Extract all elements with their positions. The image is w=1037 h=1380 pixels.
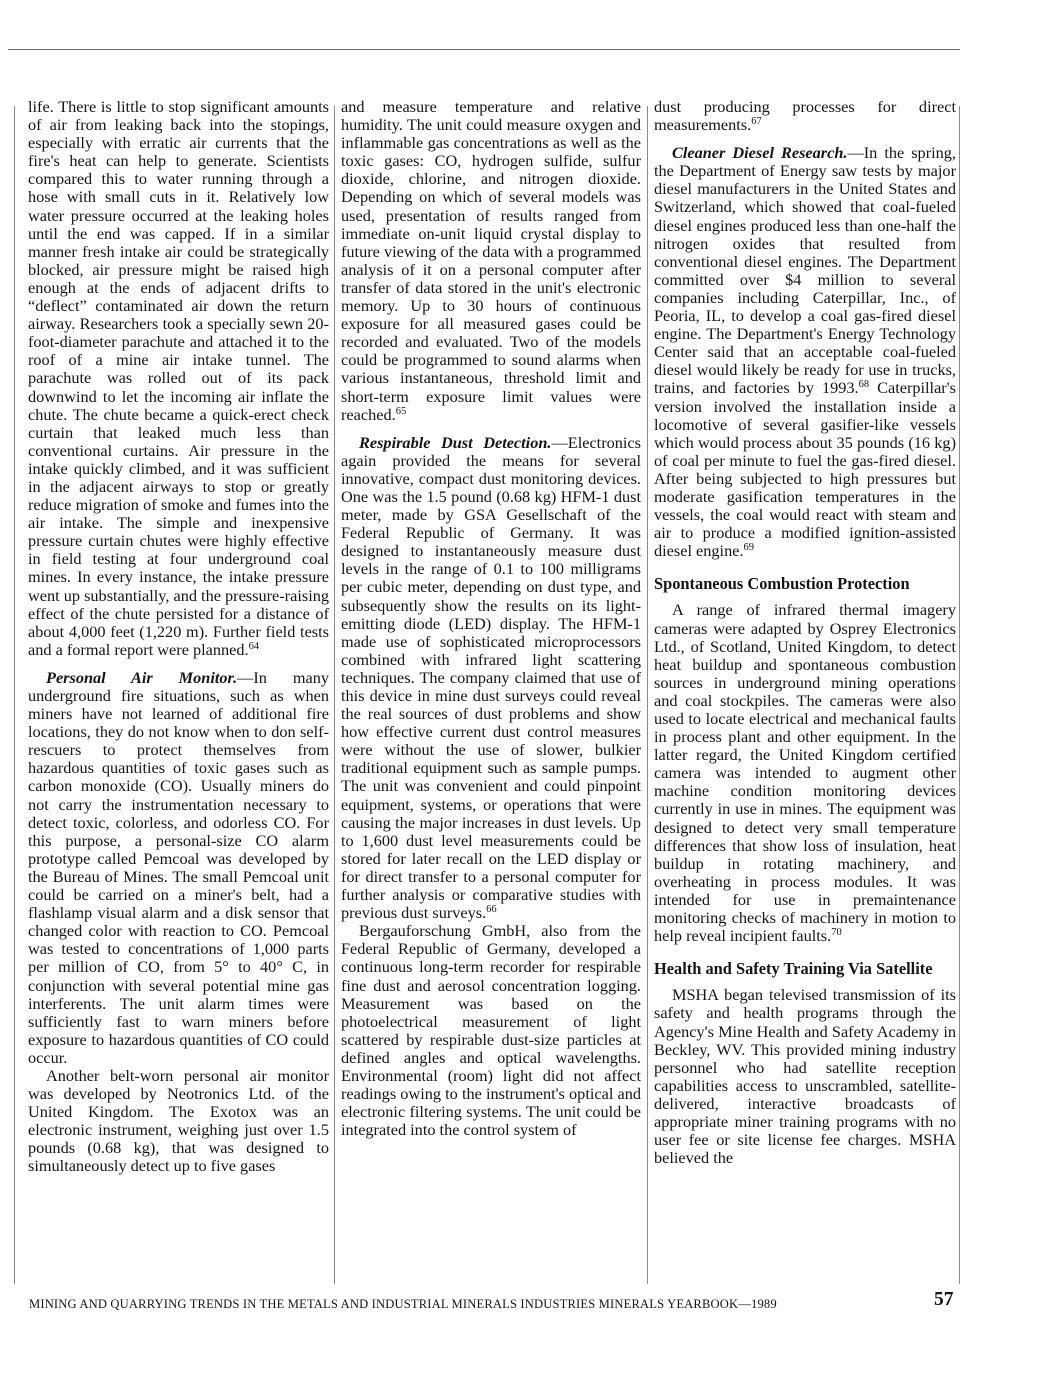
- paragraph: [654, 601, 956, 945]
- column-rule: [959, 106, 960, 1284]
- paragraph-text: Bergauforschung GmbH, also from the Federal Republic of Germany, developed a continuous long-term recorder for respirable fine dust and aerosol concentration logging. Measurement was based on the photoelectrical measurement of light scattered by respirable dust-size particles at defined angles and optical wavelengths. Environmental (room) light did not affect readings owing to the instrument's optical and electronic filtering systems. The unit could be integrated into the control system of: [341, 921, 641, 1140]
- footnote-ref: 69: [743, 542, 755, 554]
- paragraph-text: —In many underground fire situations, such as when miners have not learned of additional fire locations, they do not know when to don self-rescuers to protect themselves from hazardous quantities of toxic gases such as carbon monoxide (CO). Usually miners do not carry the instrumentation necessary to detect toxic, colorless, and odorless CO. For this purpose, a personal-size CO alarm prototype called Pemcoal was developed by the Bureau of Mines. The small Pemcoal unit could be carried on a miner's belt, had a flashlamp visual alarm and a disk sensor that changed color with reaction to CO. Pemcoal was tested to concentrations of 1,000 parts per million of CO, from 5° to 40° C, in conjunction with several potential mine gas interferents. The unit alarm times were sufficiently fast to warn miners before exposure to hazardous quantities of CO could occur.: [28, 667, 329, 1067]
- paragraph: [28, 98, 329, 659]
- section-heading: Spontaneous Combustion Protection: [654, 574, 910, 594]
- paragraph-text: MSHA began televised transmission of its safety and health programs through the Agency's Mine Health and Safety Academy in Beckley, WV. This provided mining industry personnel who had satellite reception capabilities access to unscrambled, satellite-delivered, interactive broadcasts of appropriate miner training programs with no user fee or site license fee charges. MSHA believed the: [654, 985, 956, 1168]
- footnote-ref: 67: [751, 116, 762, 128]
- paragraph-text: Caterpillar's version involved the installation inside a locomotive of several gasifier-like vessels which would process about 35 pounds (16 kg) of coal per minute to fuel the gas-fired diesel. After being subjected to high pressures but moderate gasification temperatures in the vessels, the coal would react with steam and air to produce a modified ignition-assisted diesel engine.: [654, 378, 956, 561]
- text-column-1: [28, 98, 329, 1284]
- run-in-heading: Cleaner Diesel Research.: [672, 143, 848, 163]
- paragraph: [654, 98, 956, 134]
- paragraph: [341, 922, 641, 1139]
- paragraph: [341, 98, 641, 424]
- paragraph-text: Another belt-worn personal air monitor was developed by Neotronics Ltd. of the United Kingdom. The Exotox was an electronic instrument, weighing just over 1.5 pounds (0.68 kg), that was designed to simultaneously detect up to five gases: [28, 1065, 329, 1176]
- paragraph: [654, 144, 956, 560]
- paragraph-text: life. There is little to stop significant amounts of air from leaking back into the stopings, especially with erratic air currents that the fire's heat can help to generate. Scientists compared this to water running through a hose with small cuts in it. Relatively low water pressure occurred at the leaking holes until the end was capped. If in a similar manner fresh intake air could be strategically blocked, air pressure might be raised high enough at the ends of adjacent drifts to “deflect” contaminated air down the return airway. Researchers took a specially sewn 20-foot-diameter parachute and attached it to the roof of a mine air intake tunnel. The parachute was rolled out of its pack downwind to let the incoming air inflate the chute. The chute became a quick-erect check curtain that leaked much less than conventional curtains. Air pressure in the intake quickly climbed, and it was sufficient in the adjacent airways to stop or greatly reduce migration of smoke and fumes into the air intake. The simple and inexpensive pressure curtain chutes were highly effective in field testing at four underground coal mines. In every instance, the intake pressure went up substantially, and the pressure-raising effect of the chute persisted for a distance of about 4,000 feet (1,220 m). Further field tests and a formal report were planned.: [28, 97, 329, 659]
- paragraph-text: —In the spring, the Department of Energy saw tests by major diesel manufacturers in the United States and Switzerland, which showed that coal-fueled diesel engines produced less than one-half the nitrogen oxides that resulted from conventional diesel engines. The Department committed over $4 million to several companies including Caterpillar, Inc., of Peoria, IL, to develop a coal gas-fired diesel engine. The Department's Energy Technology Center said that an acceptable coal-fueled diesel would likely be ready for use in trucks, trains, and factories by 1993.: [654, 143, 956, 398]
- footnote-ref: 66: [486, 904, 497, 916]
- paragraph-text: A range of infrared thermal imagery cameras were adapted by Osprey Electronics Ltd., of Scotland, United Kingdom, to detect heat buildup and spontaneous combustion sources in underground mining operations and coal stockpiles. The cameras were also used to locate electrical and mechanical faults in process plant and other equipment. In the latter regard, the United Kingdom certified camera was intended to augment other machine condition monitoring devices currently in use in mines. The equipment was designed to detect very small temperature differences that show loss of insulation, heat buildup in rotating machinery, and overheating in process modules. It was intended for use in premaintenance monitoring checks of machinery in motion to help reveal incipient faults.: [654, 600, 956, 946]
- column-rule: [334, 106, 335, 1284]
- footnote-ref: 65: [395, 405, 407, 417]
- paragraph: [28, 669, 329, 1067]
- column-rule: [647, 106, 648, 1284]
- paragraph-text: and measure temperature and relative humidity. The unit could measure oxygen and inflammable gas concentrations as well as the toxic gases: CO, hydrogen sulfide, sulfur dioxide, chlorine, and nitrogen dioxide. Depending on which of several models was used, presentation of results ranged from immediate on-unit liquid crystal display to future viewing of the data with a programmed analysis of it on a personal computer after transfer of data stored in the unit's electronic memory. Up to 30 hours of continuous exposure for all measured gases could be recorded and evaluated. Two of the models could be programmed to sound alarms when various instantaneous, threshold limit and short-term exposure limit values were reached.: [341, 97, 641, 424]
- text-column-2: [341, 98, 641, 1284]
- run-in-heading: Respirable Dust Detection.: [359, 432, 552, 452]
- footnote-ref: 68: [858, 379, 870, 391]
- page-body: [8, 98, 966, 1284]
- page-number: 57: [934, 1289, 954, 1310]
- column-rule: [14, 106, 15, 1284]
- paragraph: [341, 434, 641, 923]
- top-rule: [8, 49, 960, 50]
- paragraph-text: dust producing processes for direct measurements.: [654, 97, 956, 135]
- run-in-heading: Personal Air Monitor.: [46, 667, 238, 687]
- footnote-ref: 64: [248, 640, 260, 652]
- paragraph: [654, 986, 956, 1167]
- text-column-3: [654, 98, 956, 1284]
- paragraph-text: —Electronics again provided the means for several innovative, compact dust monitoring devices. One was the 1.5 pound (0.68 kg) HFM-1 dust meter, made by GSA Gesellschaft of the Federal Republic of Germany. It was designed to instantaneously measure dust levels in the range of 0.1 to 100 milligrams per cubic meter, depending on dust type, and subsequently show the results on its light-emitting diode (LED) display. The HFM-1 made use of sophisticated microprocessors combined with infrared light scattering techniques. The company claimed that use of this device in mine dust surveys could reveal the real sources of dust problems and show how effective current dust control measures were without the use of slower, bulkier traditional equipment such as sample pumps. The unit was convenient and could pinpoint equipment, systems, or operations that were causing the major increases in dust levels. Up to 1,600 dust level measurements could be stored for later recall on the LED display or for direct transfer to a personal computer for further analysis or comparative studies with previous dust surveys.: [341, 432, 641, 923]
- footnote-ref: 70: [831, 927, 842, 939]
- paragraph: [28, 1067, 329, 1176]
- section-heading: Health and Safety Training Via Satellite: [654, 959, 933, 979]
- footer-title: MINING AND QUARRYING TRENDS IN THE METALS AND INDUSTRIAL MINERALS INDUSTRIES MINERALS YEARBOOK—1989: [29, 1297, 777, 1311]
